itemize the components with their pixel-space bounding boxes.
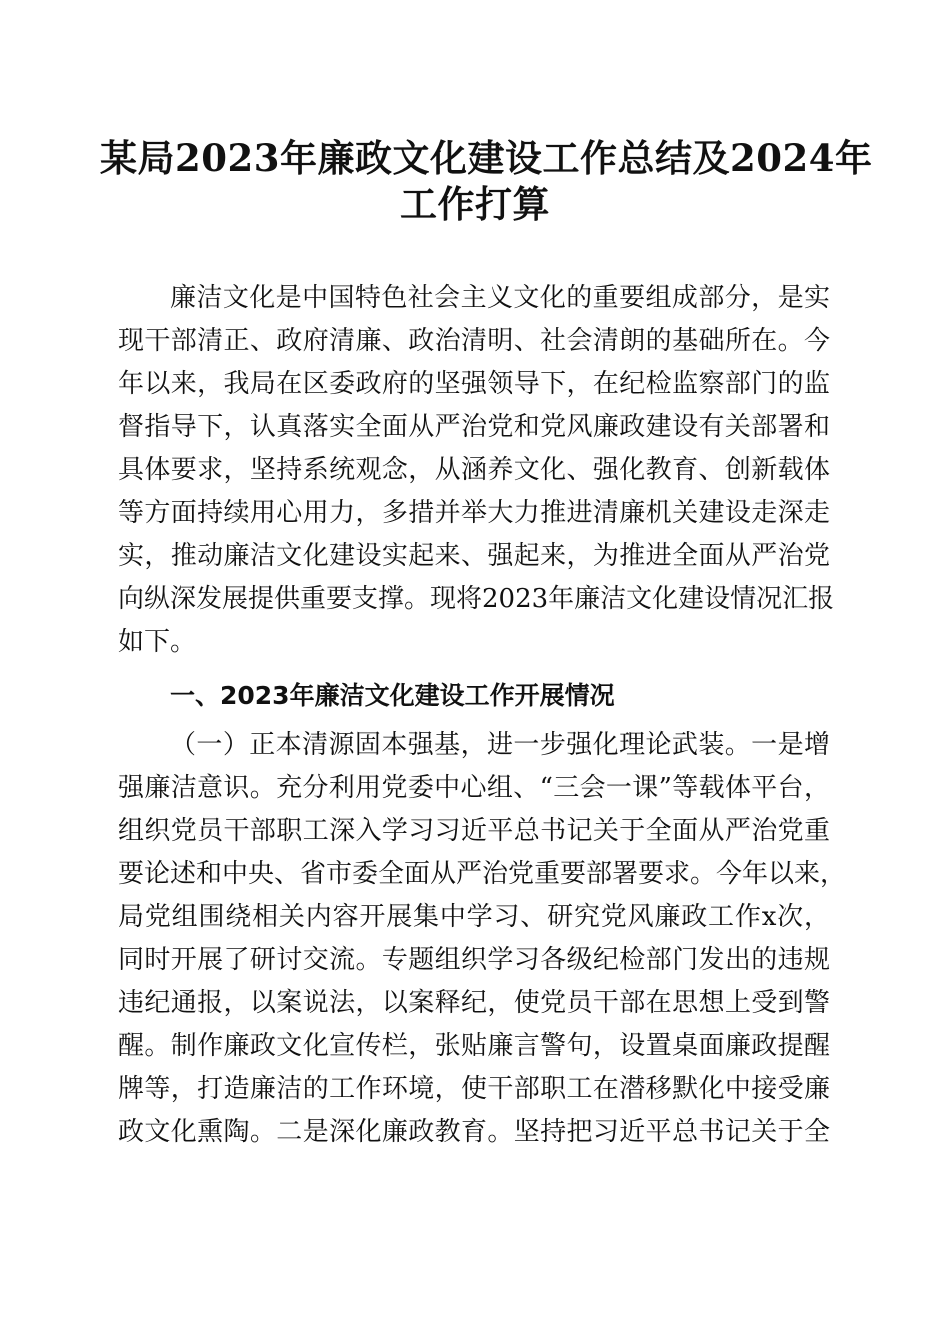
- section-line: 组织党员干部职工深入学习习近平总书记关于全面从严治党重: [118, 816, 830, 846]
- section-line: （一）正本清源固本强基，进一步强化理论武装。一是增: [170, 730, 830, 760]
- section-line: 强廉洁意识。充分利用党委中心组、“三会一课”等载体平台，: [118, 773, 830, 803]
- section-line: 政文化熏陶。二是深化廉政教育。坚持把习近平总书记关于全: [118, 1117, 830, 1147]
- section-line: 违纪通报，以案说法，以案释纪，使党员干部在思想上受到警: [118, 988, 830, 1018]
- document-title-line-2: 工作打算: [400, 182, 550, 226]
- intro-line: 具体要求，坚持系统观念，从涵养文化、强化教育、创新载体: [118, 455, 830, 485]
- intro-line: 如下。: [118, 627, 197, 657]
- intro-line: 现干部清正、政府清廉、政治清明、社会清朗的基础所在。今: [118, 326, 830, 356]
- intro-line: 督指导下，认真落实全面从严治党和党风廉政建设有关部署和: [118, 412, 830, 442]
- section-line: 要论述和中央、省市委全面从严治党重要部署要求。今年以来，: [118, 859, 847, 889]
- intro-line: 等方面持续用心用力，多措并举大力推进清廉机关建设走深走: [118, 498, 830, 528]
- intro-line: 年以来，我局在区委政府的坚强领导下，在纪检监察部门的监: [118, 369, 830, 399]
- section-line: 醒。制作廉政文化宣传栏，张贴廉言警句，设置桌面廉政提醒: [118, 1031, 830, 1061]
- section-heading: 一、2023年廉洁文化建设工作开展情况: [170, 681, 615, 710]
- document-title-line-1: 某局2023年廉政文化建设工作总结及2024年: [100, 136, 873, 180]
- section-line: 同时开展了研讨交流。专题组织学习各级纪检部门发出的违规: [118, 945, 830, 975]
- intro-line: 廉洁文化是中国特色社会主义文化的重要组成部分，是实: [170, 283, 830, 313]
- intro-line: 实，推动廉洁文化建设实起来、强起来，为推进全面从严治党: [118, 541, 830, 571]
- section-line: 牌等，打造廉洁的工作环境，使干部职工在潜移默化中接受廉: [118, 1074, 830, 1104]
- intro-line: 向纵深发展提供重要支撑。现将2023年廉洁文化建设情况汇报: [118, 584, 835, 614]
- section-line: 局党组围绕相关内容开展集中学习、研究党风廉政工作x次，: [118, 902, 830, 932]
